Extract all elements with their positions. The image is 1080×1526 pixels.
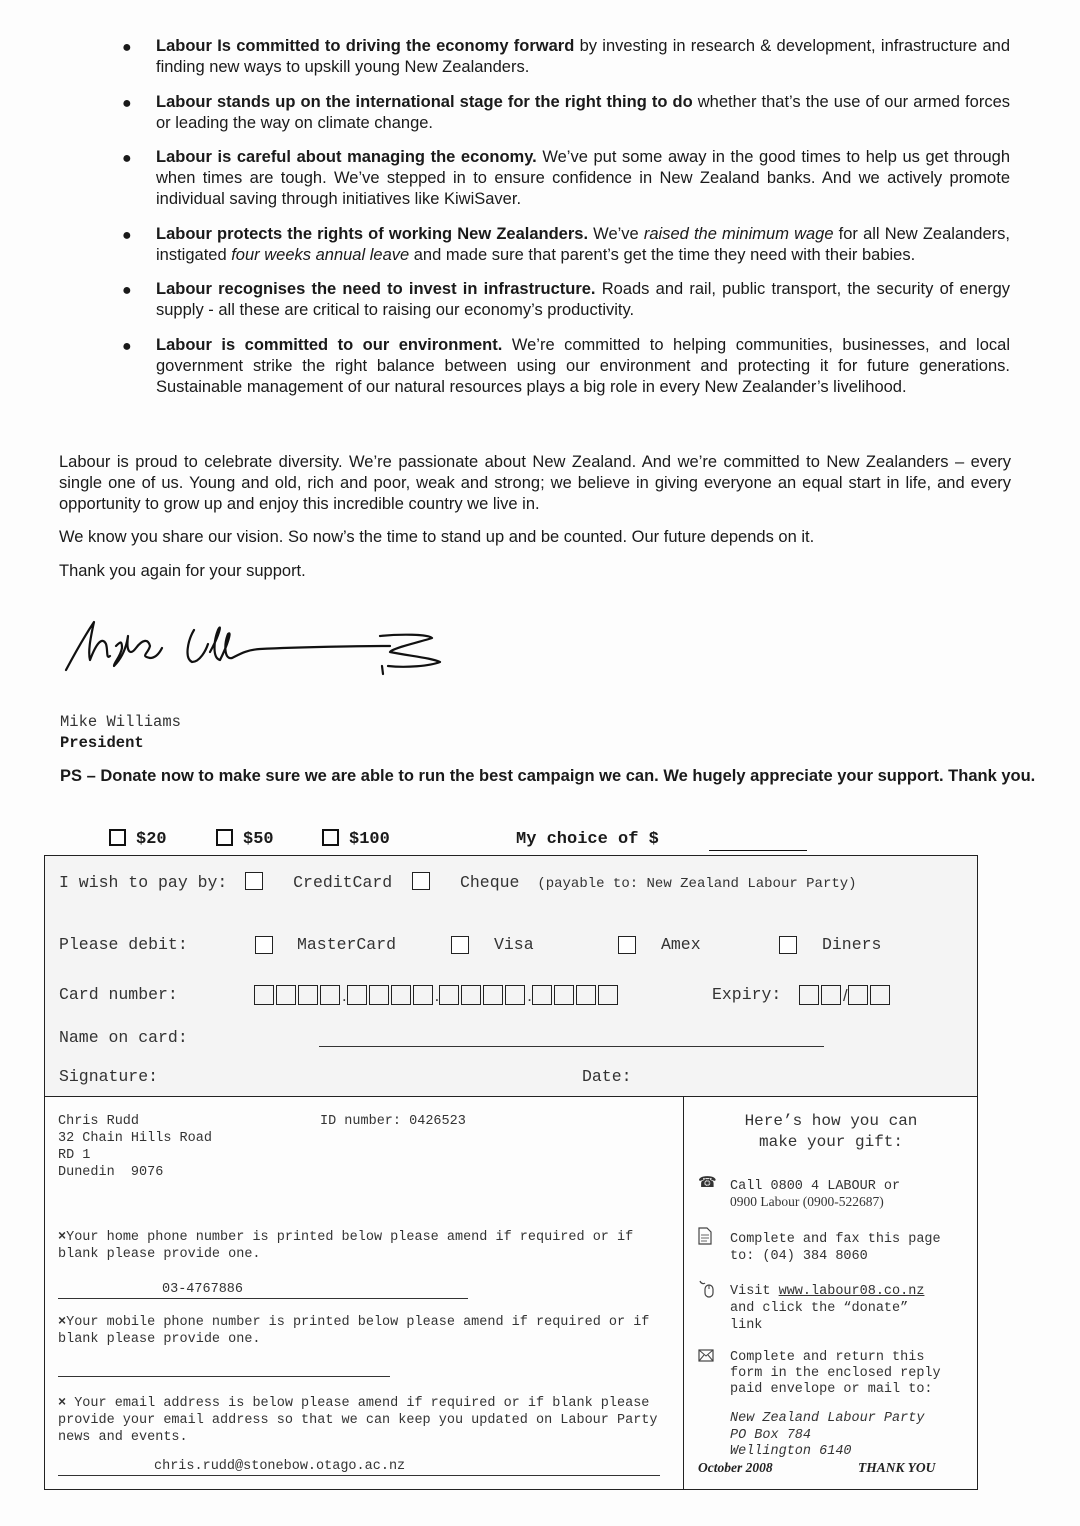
bullet-heading: Labour stands up on the international stage for the right thing to do bbox=[156, 92, 693, 111]
amex-label: Amex bbox=[661, 935, 701, 954]
checkbox[interactable] bbox=[109, 829, 126, 846]
address-line-1: 32 Chain Hills Road bbox=[58, 1131, 212, 1146]
x-mark-icon: × bbox=[58, 1315, 67, 1330]
card-number-field[interactable]: . . . bbox=[254, 985, 620, 1006]
mastercard-checkbox[interactable] bbox=[255, 936, 273, 954]
signature-label: Signature: bbox=[59, 1067, 159, 1086]
diners-label: Diners bbox=[822, 935, 882, 954]
mobile-phone-note-text: Your mobile phone number is printed below please amend if required or if blank please provide one. bbox=[58, 1315, 650, 1347]
creditcard-checkbox[interactable] bbox=[245, 872, 263, 890]
call-line-1: Call 0800 4 LABOUR or bbox=[730, 1179, 901, 1194]
how-heading bbox=[684, 1111, 978, 1153]
bullet-icon: ● bbox=[122, 39, 132, 56]
amount-50-label: $50 bbox=[243, 830, 274, 849]
expiry-field[interactable]: / bbox=[799, 985, 892, 1006]
bullet-text: We’ve bbox=[588, 224, 644, 243]
email-note bbox=[58, 1395, 670, 1446]
checkbox[interactable] bbox=[322, 829, 339, 846]
donor-details bbox=[45, 1097, 682, 1489]
amount-50-option[interactable] bbox=[216, 829, 274, 849]
document-icon bbox=[698, 1227, 712, 1245]
bullet-heading: Labour recognises the need to invest in infrastructure. bbox=[156, 280, 596, 298]
amount-100-option[interactable] bbox=[322, 829, 390, 849]
how-heading-line-2: make your gift: bbox=[758, 1133, 904, 1151]
checkbox[interactable] bbox=[216, 829, 233, 846]
id-number: ID number: 0426523 bbox=[320, 1114, 466, 1129]
name-on-card-label: Name on card: bbox=[59, 1028, 188, 1047]
bullet-heading: Labour is committed to our environment. bbox=[156, 335, 503, 354]
my-choice-amount-field[interactable] bbox=[709, 850, 807, 851]
fax-line-2: to: (04) 384 8060 bbox=[730, 1249, 868, 1264]
list-item bbox=[118, 279, 1010, 321]
donor-name: Chris Rudd bbox=[58, 1114, 140, 1129]
mail-line-3: paid envelope or mail to: bbox=[730, 1382, 933, 1397]
address-line-2: RD 1 bbox=[58, 1148, 91, 1163]
mail-org: New Zealand Labour Party bbox=[730, 1411, 925, 1426]
vision-paragraph: We know you share our vision. So now’s the time to stand up and be counted. Our future depends on it. bbox=[59, 528, 815, 546]
amount-20-label: $20 bbox=[136, 830, 167, 849]
home-phone-value: 03-4767886 bbox=[162, 1282, 244, 1297]
list-item bbox=[118, 147, 1010, 210]
phone-icon: ☎ bbox=[698, 1174, 717, 1191]
form-date: October 2008 bbox=[698, 1460, 773, 1475]
home-phone-note bbox=[58, 1229, 670, 1263]
please-debit-label: Please debit: bbox=[59, 935, 188, 954]
visit-line-1 bbox=[730, 1283, 924, 1300]
bullet-text: We’re committed to helping communities, businesses, and local government strike the right balance between using our environment and protecting it for future generations. Sustainable management of our natural resources plays a big role in every New Zealander’s livelihood. bbox=[156, 335, 1010, 396]
visa-label: Visa bbox=[494, 935, 534, 954]
bullet-text: for all New Zealanders, instigated bbox=[156, 224, 1010, 264]
list-item bbox=[118, 224, 1010, 266]
website-link[interactable]: www.labour08.co.nz bbox=[778, 1284, 925, 1299]
how-heading-line-1: Here’s how you can bbox=[744, 1112, 918, 1130]
mobile-phone-note bbox=[58, 1314, 670, 1348]
thank-you-text: THANK YOU bbox=[858, 1460, 936, 1475]
visit-line-3: link bbox=[730, 1318, 763, 1333]
bullet-heading: Labour Is committed to driving the economy forward bbox=[156, 37, 575, 55]
bullet-icon: ● bbox=[122, 226, 132, 244]
ps-note: PS – Donate now to make sure we are able to run the best campaign we can. We hugely appreciate your support. Thank you. bbox=[60, 767, 1036, 785]
bullet-icon: ● bbox=[122, 282, 132, 299]
x-mark-icon: × bbox=[58, 1230, 67, 1245]
bullet-italic: four weeks annual leave bbox=[231, 245, 410, 264]
x-mark-icon: × bbox=[58, 1396, 67, 1411]
mail-po-box: PO Box 784 bbox=[730, 1428, 812, 1443]
signer-name: Mike Williams bbox=[60, 713, 181, 731]
my-choice-label: My choice of $ bbox=[516, 830, 659, 849]
bullet-icon: ● bbox=[122, 337, 132, 355]
bullet-heading: Labour is careful about managing the economy. bbox=[156, 148, 537, 166]
email-field[interactable] bbox=[58, 1458, 660, 1476]
email-note-text: Your email address is below please amend if required or if blank please provide your email address so that we can keep you updated on Labour Party news and events. bbox=[58, 1396, 658, 1445]
visit-line-2: and click the “donate” bbox=[730, 1301, 909, 1316]
list-item bbox=[118, 92, 1010, 134]
diversity-paragraph: Labour is proud to celebrate diversity. We’re passionate about New Zealand. And we’re committed to New Zealanders – every single one of us. Young and old, rich and poor, weak and strong; we believe in giving everyone an equal start in life, and every opportunity to grow up and enjoy this incredible country we live in. bbox=[59, 453, 1011, 513]
amex-checkbox[interactable] bbox=[618, 936, 636, 954]
home-phone-note-text: Your home phone number is printed below please amend if required or if blank please provide one. bbox=[58, 1230, 634, 1262]
bullet-italic: raised the minimum wage bbox=[643, 224, 834, 243]
amount-20-option[interactable] bbox=[109, 829, 167, 849]
amount-100-label: $100 bbox=[349, 830, 390, 849]
expiry-label: Expiry: bbox=[712, 985, 782, 1004]
card-number-label: Card number: bbox=[59, 985, 178, 1004]
address-line-3: Dunedin 9076 bbox=[58, 1165, 164, 1180]
pay-by-row bbox=[59, 872, 857, 892]
mail-line-2: form in the enclosed reply bbox=[730, 1366, 941, 1381]
creditcard-label: CreditCard bbox=[293, 873, 393, 892]
visit-label: Visit bbox=[730, 1284, 779, 1299]
cheque-label: Cheque bbox=[459, 873, 520, 892]
signer-title: President bbox=[60, 734, 144, 752]
thanks-paragraph: Thank you again for your support. bbox=[59, 562, 306, 580]
list-item bbox=[118, 335, 1010, 398]
bullet-text: Roads and rail, public transport, the security of energy supply - all these are critical to raising our economy’s productivity. bbox=[156, 280, 1010, 319]
date-label: Date: bbox=[582, 1067, 632, 1086]
cheque-checkbox[interactable] bbox=[412, 872, 430, 890]
pay-by-label: I wish to pay by: bbox=[59, 873, 228, 892]
fax-line-1: Complete and fax this page bbox=[730, 1232, 941, 1247]
visa-checkbox[interactable] bbox=[451, 936, 469, 954]
email-value: chris.rudd@stonebow.otago.ac.nz bbox=[154, 1459, 406, 1474]
bullet-text: whether that’s the use of our armed forces or leading the way on climate change. bbox=[156, 92, 1010, 132]
donor-details-box bbox=[44, 1096, 978, 1490]
diners-checkbox[interactable] bbox=[779, 936, 797, 954]
cheque-note: (payable to: New Zealand Labour Party) bbox=[537, 876, 857, 892]
bullet-icon: ● bbox=[122, 150, 132, 167]
payment-form bbox=[44, 855, 978, 1097]
how-to-give-panel bbox=[683, 1097, 978, 1489]
name-on-card-field[interactable] bbox=[319, 1046, 824, 1047]
mouse-icon bbox=[698, 1279, 714, 1299]
bullet-text: by investing in research & development, infrastructure and finding new ways to upskill young New Zealanders. bbox=[156, 37, 1010, 76]
bullet-heading: Labour protects the rights of working New Zealanders. bbox=[156, 224, 589, 243]
bullet-text: and made sure that parent’s get the time they need with their babies. bbox=[409, 245, 916, 264]
home-phone-field[interactable] bbox=[58, 1281, 468, 1299]
bullet-icon: ● bbox=[122, 94, 132, 112]
mastercard-label: MasterCard bbox=[297, 935, 397, 954]
signature-image bbox=[60, 600, 460, 690]
call-line-2: 0900 Labour (0900-522687) bbox=[730, 1194, 884, 1209]
policy-list bbox=[118, 36, 1010, 411]
envelope-icon bbox=[698, 1349, 714, 1362]
mail-line-1: Complete and return this bbox=[730, 1350, 925, 1365]
mail-city: Wellington 6140 bbox=[730, 1444, 852, 1459]
mobile-phone-field[interactable] bbox=[58, 1375, 390, 1377]
list-item bbox=[118, 36, 1010, 78]
bullet-text: We’ve put some away in the good times to help us get through when times are tough. We’ve stepped in to ensure confidence in New Zealand banks. And we actively promote individual saving through initiatives like KiwiSaver. bbox=[156, 148, 1010, 208]
